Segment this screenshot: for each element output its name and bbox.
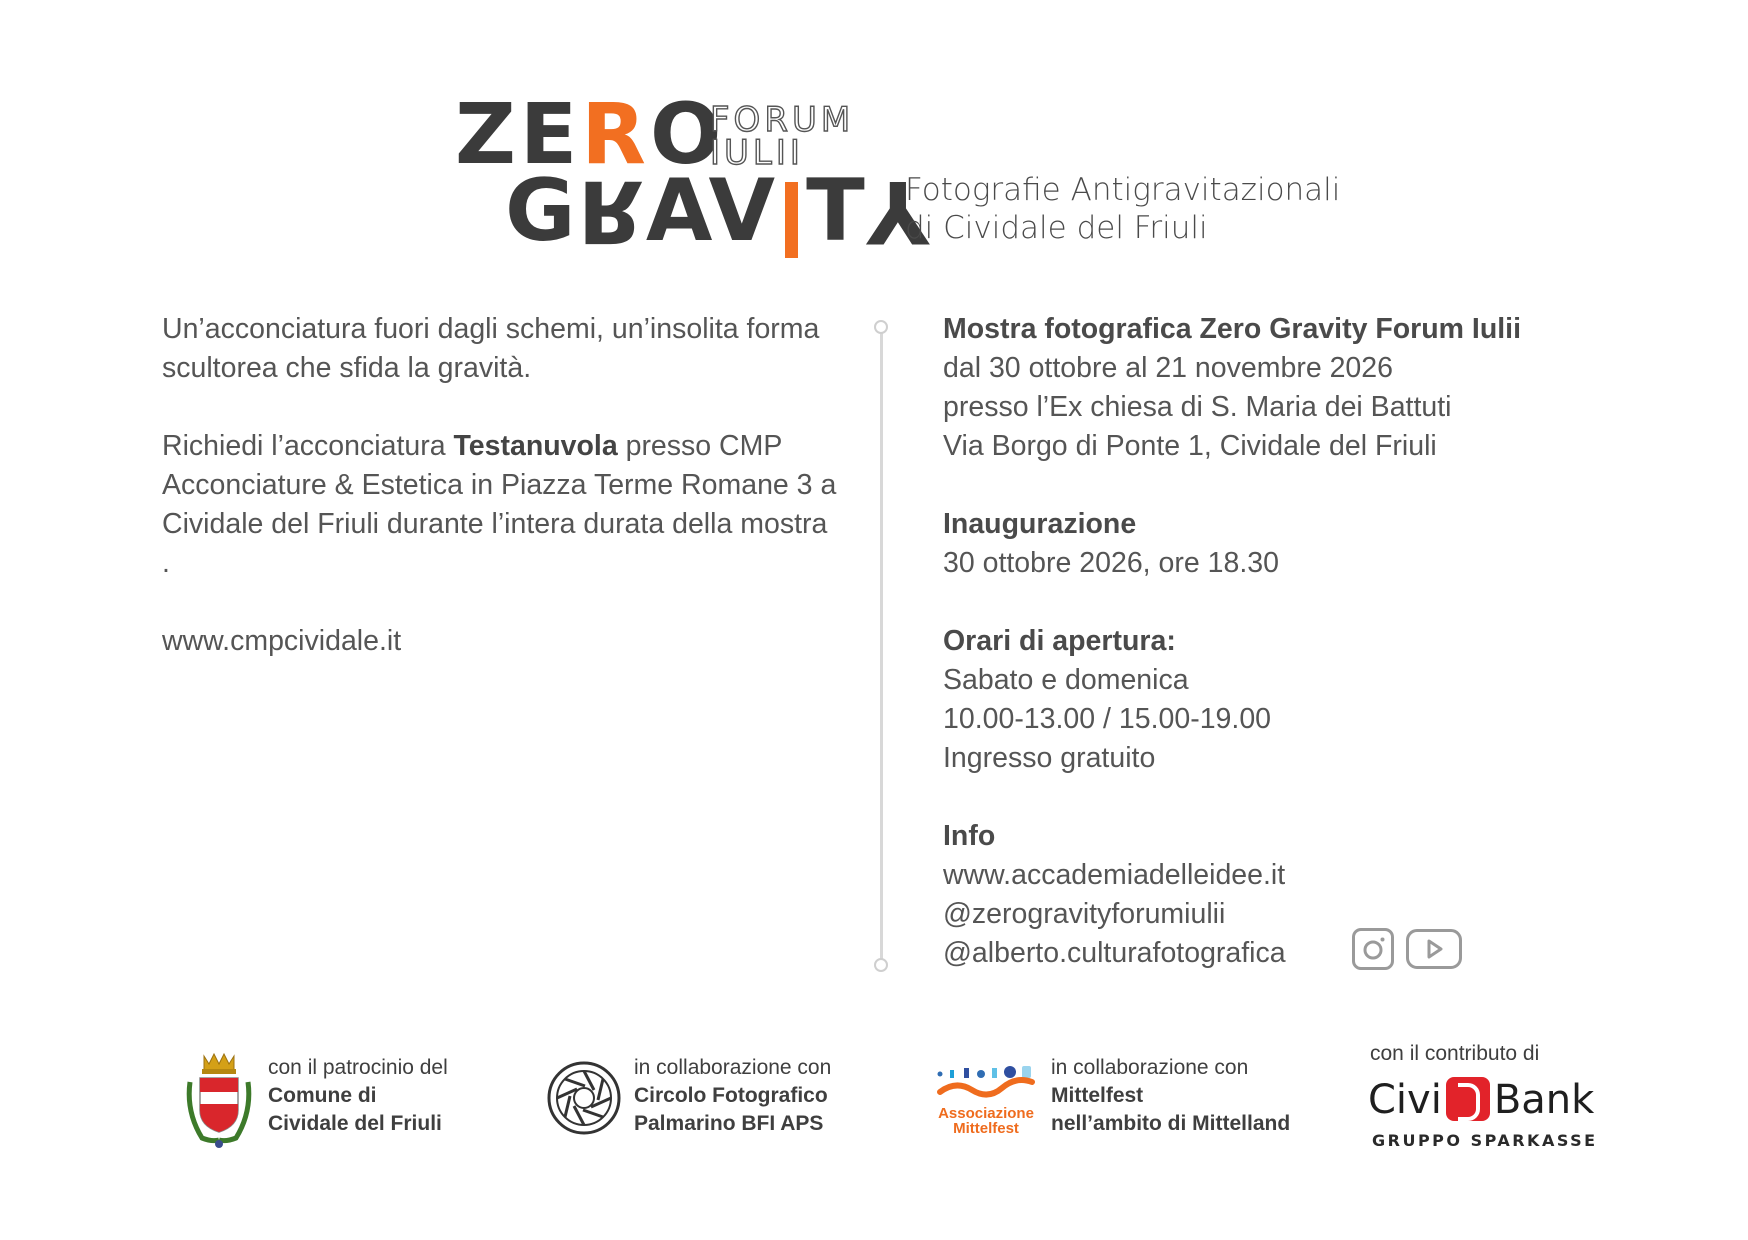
logo-forum-iulii: FORUM IULII <box>710 100 855 173</box>
booking-paragraph: Richiedi l’acconciatura Testanuvola presso CMP Acconciature & Estetica in Piazza Terme Romane 3 a Cividale del Friuli durante l’intera durata della mostra . <box>162 430 837 579</box>
description-column <box>162 310 842 700</box>
footer-circolo-text: in collaborazione con Circolo Fotografico Palmarino BFI APS <box>634 1056 832 1135</box>
footer-mittelfest-text: in collaborazione con Mittelfest nell’ambito di Mittelland <box>1051 1056 1291 1135</box>
event-details-column <box>943 310 1663 1012</box>
info-block <box>943 817 1663 973</box>
instagram-icon[interactable] <box>1352 928 1394 970</box>
tagline-line: di Cividale del Friuli <box>905 210 1208 246</box>
inauguration-title: Inaugurazione <box>943 508 1137 540</box>
exhibit-block <box>943 310 1663 466</box>
mittelfest-logo-text: Associazione <box>938 1105 1034 1122</box>
info-handle-link[interactable]: @zerogravityforumiulii <box>943 898 1226 930</box>
exhibit-address: Via Borgo di Ponte 1, Cividale del Friuli <box>943 430 1437 462</box>
footer-bank-intro: con il contributo di <box>1370 1042 1540 1065</box>
exhibit-title: Mostra fotografica Zero Gravity Forum Iulii <box>943 313 1522 345</box>
circolo-aperture-logo <box>546 1060 622 1136</box>
exhibit-dates: dal 30 ottobre al 21 novembre 2026 <box>943 352 1393 384</box>
inauguration-block <box>943 505 1663 583</box>
logo-gravity-i-bar <box>785 182 798 258</box>
logo-zero: ZERO <box>455 85 726 183</box>
footer-comune-text: con il patrocinio del Comune di Cividale del Friuli <box>268 1056 448 1135</box>
civibank-group-label: GRUPPO SPARKASSE <box>1372 1131 1598 1150</box>
comune-crest-logo <box>182 1052 256 1152</box>
opening-hours-title: Orari di apertura: <box>943 625 1176 657</box>
civibank-logo: Civi Bank <box>1368 1077 1595 1123</box>
tagline <box>905 171 1340 247</box>
column-divider <box>880 326 883 964</box>
tagline-line: Fotografie Antigravitazionali <box>905 172 1341 208</box>
opening-times: 10.00-13.00 / 15.00-19.00 <box>943 703 1272 735</box>
mittelfest-logo-text: Mittelfest <box>953 1120 1019 1137</box>
info-handle-link[interactable]: @alberto.culturafotografica <box>943 937 1286 969</box>
info-website-link[interactable]: www.accademiadelleidee.it <box>943 859 1286 891</box>
opening-hours-block <box>943 622 1663 778</box>
exhibit-venue: presso l’Ex chiesa di S. Maria dei Battuti <box>943 391 1452 423</box>
salon-website-link[interactable]: www.cmpcividale.it <box>162 625 402 657</box>
product-name: Testanuvola <box>453 430 618 462</box>
description-paragraph: Un’acconciatura fuori dagli schemi, un’insolita forma scultorea che sfida la gravità. <box>162 313 820 384</box>
mittelfest-logo <box>936 1062 1036 1142</box>
youtube-icon[interactable] <box>1406 929 1462 969</box>
logo-gravity: GRAV TY <box>505 161 932 261</box>
info-title: Info <box>943 820 996 852</box>
opening-days: Sabato e domenica <box>943 664 1189 696</box>
entry-fee: Ingresso gratuito <box>943 742 1156 774</box>
divider-dot <box>874 958 888 972</box>
civibank-mark-icon <box>1446 1077 1490 1121</box>
inauguration-date: 30 ottobre 2026, ore 18.30 <box>943 547 1279 579</box>
divider-dot <box>874 320 888 334</box>
